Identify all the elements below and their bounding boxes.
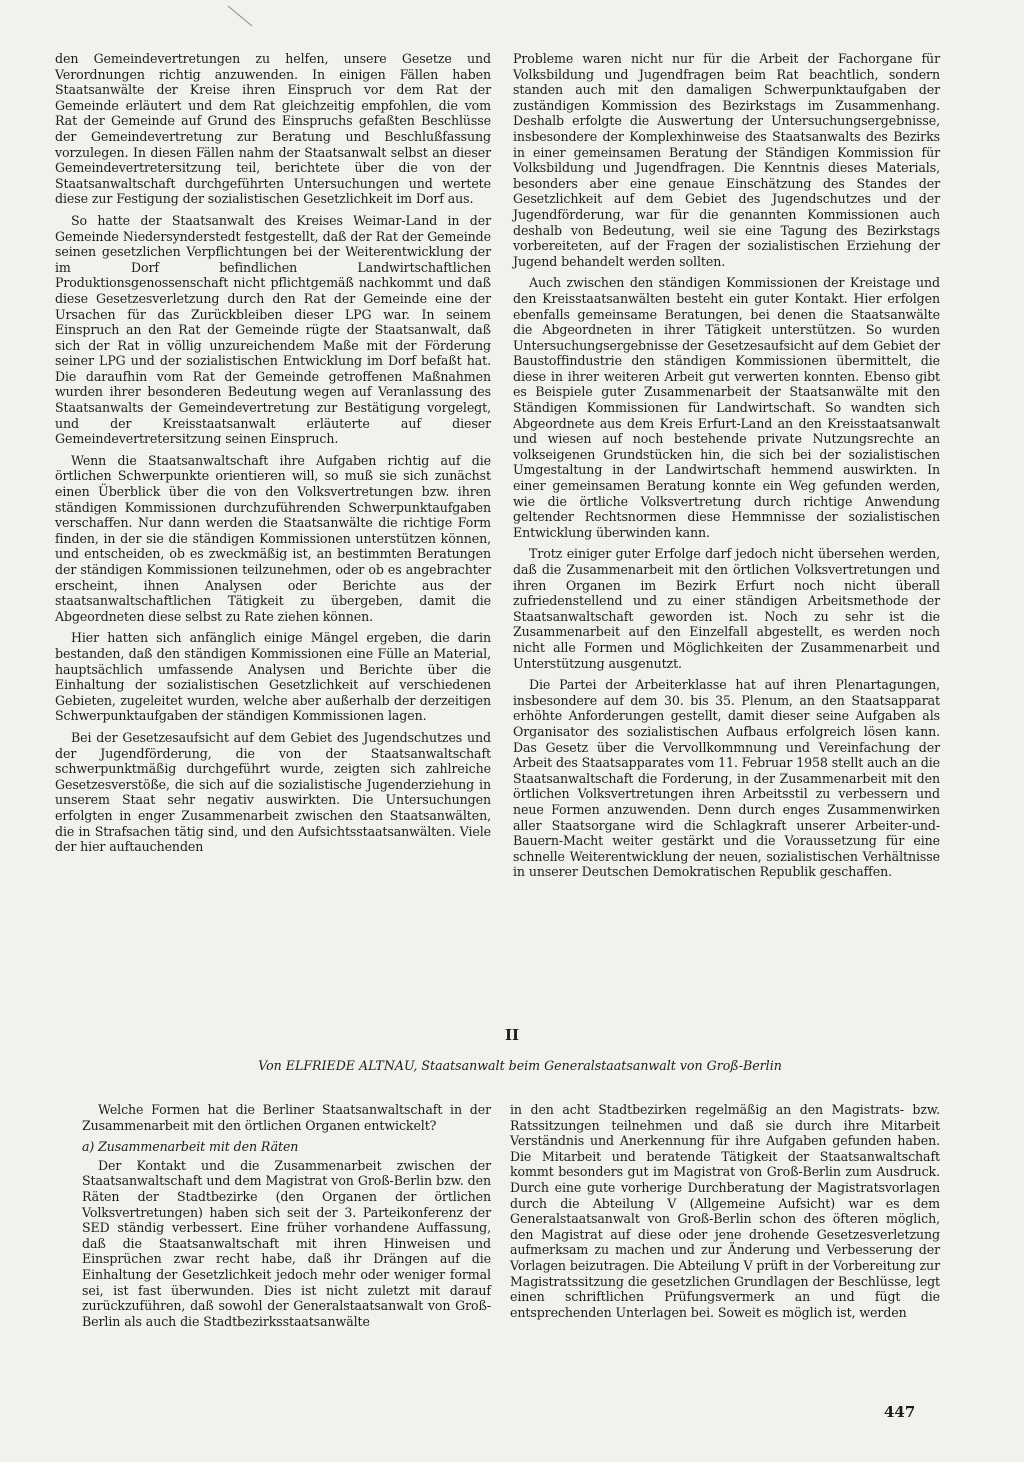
paragraph: Auch zwischen den ständigen Kommissionen der Kreistage und den Kreisstaatsanwälten besteht ein guter Kontakt. Hier erfolgen ebenfalls gemeinsame Beratungen, bei denen die Staatsanwälte die Abgeordneten in ihrer Tätigkeit unterstützen. So wurden Untersuchungsergebnisse der Gesetzesaufsicht auf dem Gebiet der Baustoffindustrie den ständigen Kommissionen übermittelt, die diese in ihrer weiteren Arbeit gut verwerten konnten. Ebenso gibt es Beispiele guter Zusammenarbeit der Staatsanwälte mit den Ständigen Kommissionen für Landwirtschaft. So wandten sich Abgeordnete aus dem Kreis Erfurt-Land an den Kreisstaatsanwalt und wiesen auf noch bestehende private Nutzungsrechte an volkseigenen Grundstücken hin, die sich bei der sozialistischen Umgestaltung in der Landwirtschaft hemmend auswirkten. In einer gemeinsamen Beratung konnte ein Weg gefunden werden, wie die örtliche Volksvertretung durch richtige Anwendung geltender Rechtsnormen diese Hemmnisse der sozialistischen Entwicklung überwinden kann. <box>513 275 940 540</box>
scan-mark <box>226 4 266 30</box>
paragraph: Trotz einiger guter Erfolge darf jedoch nicht übersehen werden, daß die Zusammenarbeit mit den örtlichen Volksvertretungen und ihren Organen im Bezirk Erfurt noch nicht überall zufriedenstellend und zu einer ständigen Arbeitsmethode der Staatsanwaltschaft geworden ist. Noch zu sehr ist die Zusammenarbeit auf den Einzelfall abgestellt, es werden noch nicht alle Formen und Möglichkeiten der Zusammenarbeit und Unterstützung ausgenutzt. <box>513 546 940 671</box>
paragraph: Hier hatten sich anfänglich einige Mängel ergeben, die darin bestanden, daß den ständigen Kommissionen eine Fülle an Material, hauptsächlich umfassende Analysen und Berichte über die Einhaltung der sozialistischen Gesetzlichkeit auf verschiedenen Gebieten, zugeleitet wurden, welche aber außerhalb der derzeitigen Schwerpunktaufgaben der ständigen Kommissionen lagen. <box>55 630 491 724</box>
paragraph-intro: Welche Formen hat die Berliner Staatsanwaltschaft in der Zusammenarbeit mit den örtlichen Organen entwickelt? <box>82 1102 491 1133</box>
column-bottom-right <box>510 1102 940 1326</box>
paragraph: So hatte der Staatsanwalt des Kreises Weimar-Land in der Gemeinde Niedersynderstedt festgestellt, daß der Rat der Gemeinde seinen gesetzlichen Verpflichtungen bei der Weiterentwicklung der im Dorf befindlichen Landwirtschaftlichen Produktionsgenossenschaft nicht pflichtgemäß nachkommt und daß diese Gesetzesverletzung durch den Rat der Gemeinde eine der Ursachen für das Zurückbleiben dieser LPG war. In seinem Einspruch an den Rat der Gemeinde rügte der Staatsanwalt, daß sich der Rat in völlig unzureichendem Maße mit der Förderung seiner LPG und der sozialistischen Entwicklung im Dorf befaßt hat. Die daraufhin vom Rat der Gemeinde getroffenen Maßnahmen wurden ihrer besonderen Bedeutung wegen auf Veranlassung des Staatsanwalts der Gemeindevertretung zur Bestätigung vorgelegt, und der Kreisstaatsanwalt erläuterte auf dieser Gemeindevertretersitzung seinen Einspruch. <box>55 212 491 447</box>
column-top-right <box>513 51 940 886</box>
paragraph: Wenn die Staatsanwaltschaft ihre Aufgaben richtig auf die örtlichen Schwerpunkte orientieren will, so muß sie sich zunächst einen Überblick über die von den Volksvertretungen bzw. ihren ständigen Kommissionen durchzuführenden Schwerpunktaufgaben verschaffen. Nur dann werden die Staatsanwälte die richtige Form finden, in der sie die ständigen Kommissionen unterstützen können, und entscheiden, ob es zweckmäßig ist, an bestimmten Beratungen der ständigen Kommissionen teilzunehmen, oder ob es angebrachter erscheint, ihnen Analysen oder Berichte aus der staatsanwaltschaftlichen Tätigkeit zu übergeben, damit die Abgeordneten diese selbst zu Rate ziehen können. <box>55 452 491 624</box>
column-top-left <box>55 51 491 861</box>
paragraph: Probleme waren nicht nur für die Arbeit der Fachorgane für Volksbildung und Jugendfragen beim Rat beachtlich, sondern standen auch mit den damaligen Schwerpunktaufgaben der zuständigen Kommission des Bezirkstags im Zusammenhang. Deshalb erfolgte die Auswertung der Untersuchungsergebnisse, insbesondere der Komplexhinweise des Staatsanwalts des Bezirks in einer gemeinsamen Beratung der Ständigen Kommission für Volksbildung und Jugendfragen. Die Kenntnis dieses Materials, besonders aber eine genaue Einschätzung des Standes der Gesetzlichkeit auf dem Gebiet des Jugendschutzes und der Jugendförderung, war für die genannten Kommissionen auch deshalb von Bedeutung, weil sie eine Tagung des Bezirkstags vorbereiteten, auf der Fragen der sozialistischen Erziehung der Jugend behandelt werden sollten. <box>513 51 940 269</box>
paragraph: in den acht Stadtbezirken regelmäßig an den Magistrats- bzw. Ratssitzungen teilnehmen und daß sie durch ihre Mitarbeit Verständnis und Anerkennung für ihre Aufgaben gefunden haben. Die Mitarbeit und beratende Tätigkeit der Staatsanwaltschaft kommt besonders gut im Magistrat von Groß-Berlin zum Ausdruck. Durch eine gute vorherige Durchberatung der Magistratsvorlagen durch die Abteilung V (Allgemeine Aufsicht) war es dem Generalstaatsanwalt von Groß-Berlin schon des öfteren möglich, den Magistrat auf diese oder jene drohende Gesetzesverletzung aufmerksam zu machen und zur Änderung und Verbesserung der Vorlagen beizutragen. Die Abteilung V prüft in der Vorbereitung zur Magistratssitzung die gesetzlichen Grundlagen der Beschlüsse, legt einen schriftlichen Prüfungsvermerk an und fügt die entsprechenden Unterlagen bei. Soweit es möglich ist, werden <box>510 1102 940 1320</box>
paragraph: den Gemeindevertretungen zu helfen, unsere Gesetze und Verordnungen richtig anzuwenden. In einigen Fällen haben Staatsanwälte der Kreise ihren Einspruch vor dem Rat der Gemeinde erläutert und dem Rat gleichzeitig empfohlen, die vom Rat der Gemeinde auf Grund des Einspruchs gefaßten Beschlüsse der Gemeindevertretung zur Beratung und Beschlußfassung vorzulegen. In diesen Fällen nahm der Staatsanwalt selbst an dieser Gemeindevertretersitzung teil, berichtete über die von der Staatsanwaltschaft durchgeführten Untersuchungen und wertete diese zur Festigung der sozialistischen Gesetzlichkeit im Dorf aus. <box>55 51 491 207</box>
subheading: a) Zusammenarbeit mit den Räten <box>82 1139 299 1155</box>
column-bottom-left <box>82 1102 491 1335</box>
paragraph: Die Partei der Arbeiterklasse hat auf ihren Plenartagungen, insbesondere auf dem 30. bis 35. Plenum, an den Staatsapparat erhöhte Anforderungen gestellt, damit dieser seine Aufgaben als Organisator des sozialistischen Aufbaus erfolgreich lösen kann. Das Gesetz über die Vervollkommnung und Vereinfachung der Arbeit des Staatsapparates vom 11. Februar 1958 stellt auch an die Staatsanwaltschaft die Forderung, in der Zusammenarbeit mit den örtlichen Volksvertretungen ihren Arbeitsstil zu verbessern und neue Formen anzuwenden. Denn durch enges Zusammenwirken aller Staatsorgane wird die Schlagkraft unserer Arbeiter-und-Bauern-Macht weiter gestärkt und die Voraussetzung für eine schnelle Weiterentwicklung der neuen, sozialistischen Verhältnisse in unserer Deutschen Demokratischen Republik geschaffen. <box>513 677 940 880</box>
paragraph: Der Kontakt und die Zusammenarbeit zwischen der Staatsanwaltschaft und dem Magistrat von Groß-Berlin bzw. den Räten der Stadtbezirke (den Organen der örtlichen Volksvertretungen) haben sich seit der 3. Parteikonferenz der SED ständig verbessert. Eine früher vorhandene Auffassung, daß die Staatsanwaltschaft mit ihren Hinweisen und Einsprüchen zwar recht habe, daß ihr Drängen auf die Einhaltung der Gesetzlichkeit jedoch mehr oder weniger formal sei, ist fast überwunden. Dies ist nicht zuletzt mit darauf zurückzuführen, daß sowohl der Generalstaatsanwalt von Groß-Berlin als auch die Stadtbezirksstaatsanwälte <box>82 1157 491 1329</box>
section-number: II <box>504 1026 520 1044</box>
article-byline: Von ELFRIEDE ALTNAU, Staatsanwalt beim Generalstaatsanwalt von Groß-Berlin <box>258 1058 782 1073</box>
paragraph: Bei der Gesetzesaufsicht auf dem Gebiet des Jugendschutzes und der Jugendförderung, die von der Staatsanwaltschaft schwerpunktmäßig durchgeführt wurde, zeigten sich zahlreiche Gesetzesverstöße, die sich auf die sozialistische Jugenderziehung in unserem Staat sehr negativ auswirkten. Die Untersuchungen erfolgten in enger Zusammenarbeit zwischen den Staatsanwälten, die in Strafsachen tätig sind, und den Aufsichtsstaatsanwälten. Viele der hier auftauchenden <box>55 729 491 855</box>
page-number: 447 <box>884 1403 916 1421</box>
